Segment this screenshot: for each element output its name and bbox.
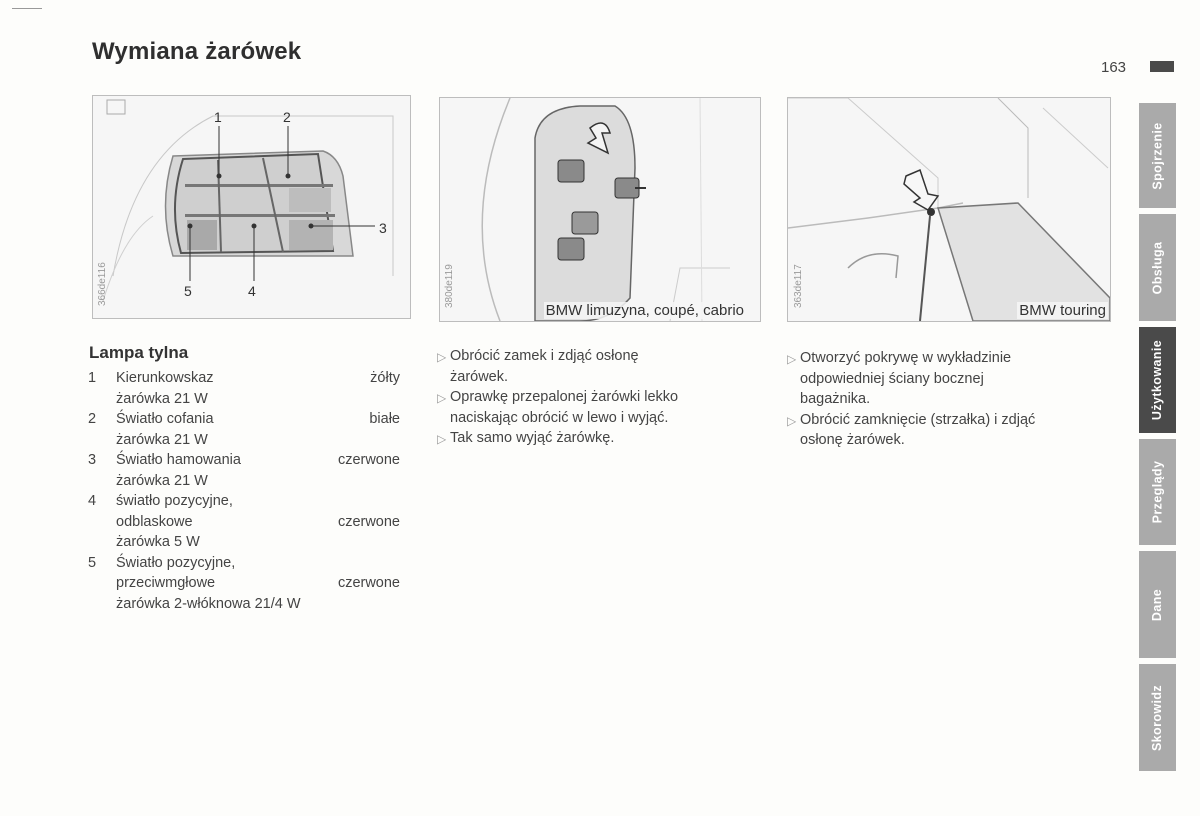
- lamp-name: Kierunkowskaz: [116, 370, 214, 386]
- step-text: Oprawkę przepalonej żarówki lekko: [450, 389, 679, 405]
- item-number: 5: [88, 554, 97, 571]
- tab-label: Spojrzenie: [1150, 121, 1165, 190]
- list-item: [88, 491, 400, 553]
- step-arrow-icon: ▷: [437, 350, 447, 364]
- instruction-step: [437, 387, 767, 428]
- figure-code: 363de117: [793, 264, 804, 308]
- page-title: Wymiana żarówek: [92, 38, 302, 65]
- instruction-step: [437, 346, 767, 387]
- step-text: Otworzyć pokrywę w wykładzinie: [800, 350, 1012, 366]
- item-number: 1: [88, 370, 97, 386]
- tab-spojrzenie[interactable]: [1139, 103, 1176, 208]
- item-number: 4: [88, 493, 97, 509]
- instructions-touring: [787, 348, 1117, 451]
- lamp-color: żółty: [370, 370, 400, 386]
- list-item: [88, 450, 400, 491]
- step-arrow-icon: ▷: [787, 413, 797, 428]
- callout-2: 2: [283, 109, 291, 125]
- callout-1: 1: [214, 109, 222, 125]
- lamp-color: czerwone: [337, 452, 400, 468]
- item-number: 3: [88, 452, 97, 468]
- bulb-list: [88, 368, 400, 614]
- instruction-step: [787, 410, 1117, 451]
- sedan-socket-illustration: [440, 98, 760, 321]
- instruction-step: [437, 428, 767, 450]
- figure-caption-touring: BMW touring: [1019, 302, 1106, 319]
- bulb-spec: żarówka 5 W: [116, 534, 200, 550]
- lamp-name: Światło hamowania: [116, 452, 241, 468]
- figure-caption-sedan: BMW limuzyna, coupé, cabrio: [545, 302, 744, 319]
- figure-sedan-socket: [439, 97, 761, 322]
- lamp-name: Światło cofania: [116, 411, 214, 427]
- step-arrow-icon: ▷: [787, 352, 797, 366]
- bulb-spec: żarówka 21 W: [116, 472, 208, 489]
- figure-touring-trunk: [787, 97, 1111, 322]
- step-text: Obrócić zamknięcie (strzałka) i zdjąć: [800, 411, 1036, 428]
- step-text: bagażnika.: [800, 391, 871, 407]
- page-number: 163: [1101, 59, 1127, 76]
- bulb-spec: żarówka 2-włóknowa 21/4 W: [116, 595, 301, 612]
- lamp-name-line1: Światło pozycyjne,: [116, 554, 236, 571]
- tab-label: Użytkowanie: [1150, 339, 1165, 421]
- tab-label: Skorowidz: [1150, 684, 1165, 751]
- list-item: [88, 409, 400, 450]
- tab-label: Obsługa: [1150, 241, 1165, 294]
- step-text: Tak samo wyjąć żarówkę.: [450, 430, 615, 446]
- callout-3: 3: [379, 220, 387, 236]
- corner-crop-mark: [12, 8, 42, 9]
- list-item: [88, 368, 400, 409]
- tab-label: Dane: [1150, 588, 1165, 621]
- step-arrow-icon: ▷: [437, 432, 447, 446]
- instruction-step: [787, 348, 1117, 410]
- figure-code: 366de116: [97, 262, 108, 306]
- step-text: naciskając obrócić w lewo i wyjąć.: [450, 409, 669, 426]
- tab-dane[interactable]: [1139, 551, 1176, 658]
- item-number: 2: [88, 411, 97, 427]
- lamp-color: białe: [369, 411, 400, 427]
- lamp-color: czerwone: [337, 513, 400, 530]
- tab-skorowidz[interactable]: [1139, 664, 1176, 771]
- tab-przeglady[interactable]: [1139, 439, 1176, 545]
- step-text: odpowiedniej ściany bocznej: [800, 370, 984, 387]
- lamp-name: odblaskowe: [116, 513, 193, 530]
- callout-5: 5: [184, 283, 192, 299]
- figure-tail-lamp: [92, 95, 411, 319]
- list-item: [88, 553, 400, 615]
- page-marker-bar: [1150, 61, 1174, 72]
- touring-trunk-illustration: [788, 98, 1110, 321]
- lamp-name: przeciwmgłowe: [116, 575, 216, 591]
- step-arrow-icon: ▷: [437, 391, 447, 405]
- bulb-spec: żarówka 21 W: [116, 390, 208, 407]
- step-text: Obrócić zamek i zdjąć osłonę: [450, 348, 639, 364]
- lamp-name-line1: światło pozycyjne,: [116, 493, 233, 509]
- lamp-color: czerwone: [337, 575, 400, 591]
- tab-obsluga[interactable]: [1139, 214, 1176, 321]
- step-text: osłonę żarówek.: [800, 432, 905, 448]
- callout-4: 4: [248, 283, 256, 299]
- step-text: żarówek.: [450, 368, 509, 385]
- lamp-section-heading: Lampa tylna: [89, 343, 189, 362]
- tab-label: Przeglądy: [1150, 460, 1165, 524]
- tab-uzytkowanie[interactable]: [1139, 327, 1176, 433]
- instructions-sedan: [437, 346, 767, 450]
- bulb-spec: żarówka 21 W: [116, 431, 208, 448]
- figure-code: 380de119: [444, 264, 455, 308]
